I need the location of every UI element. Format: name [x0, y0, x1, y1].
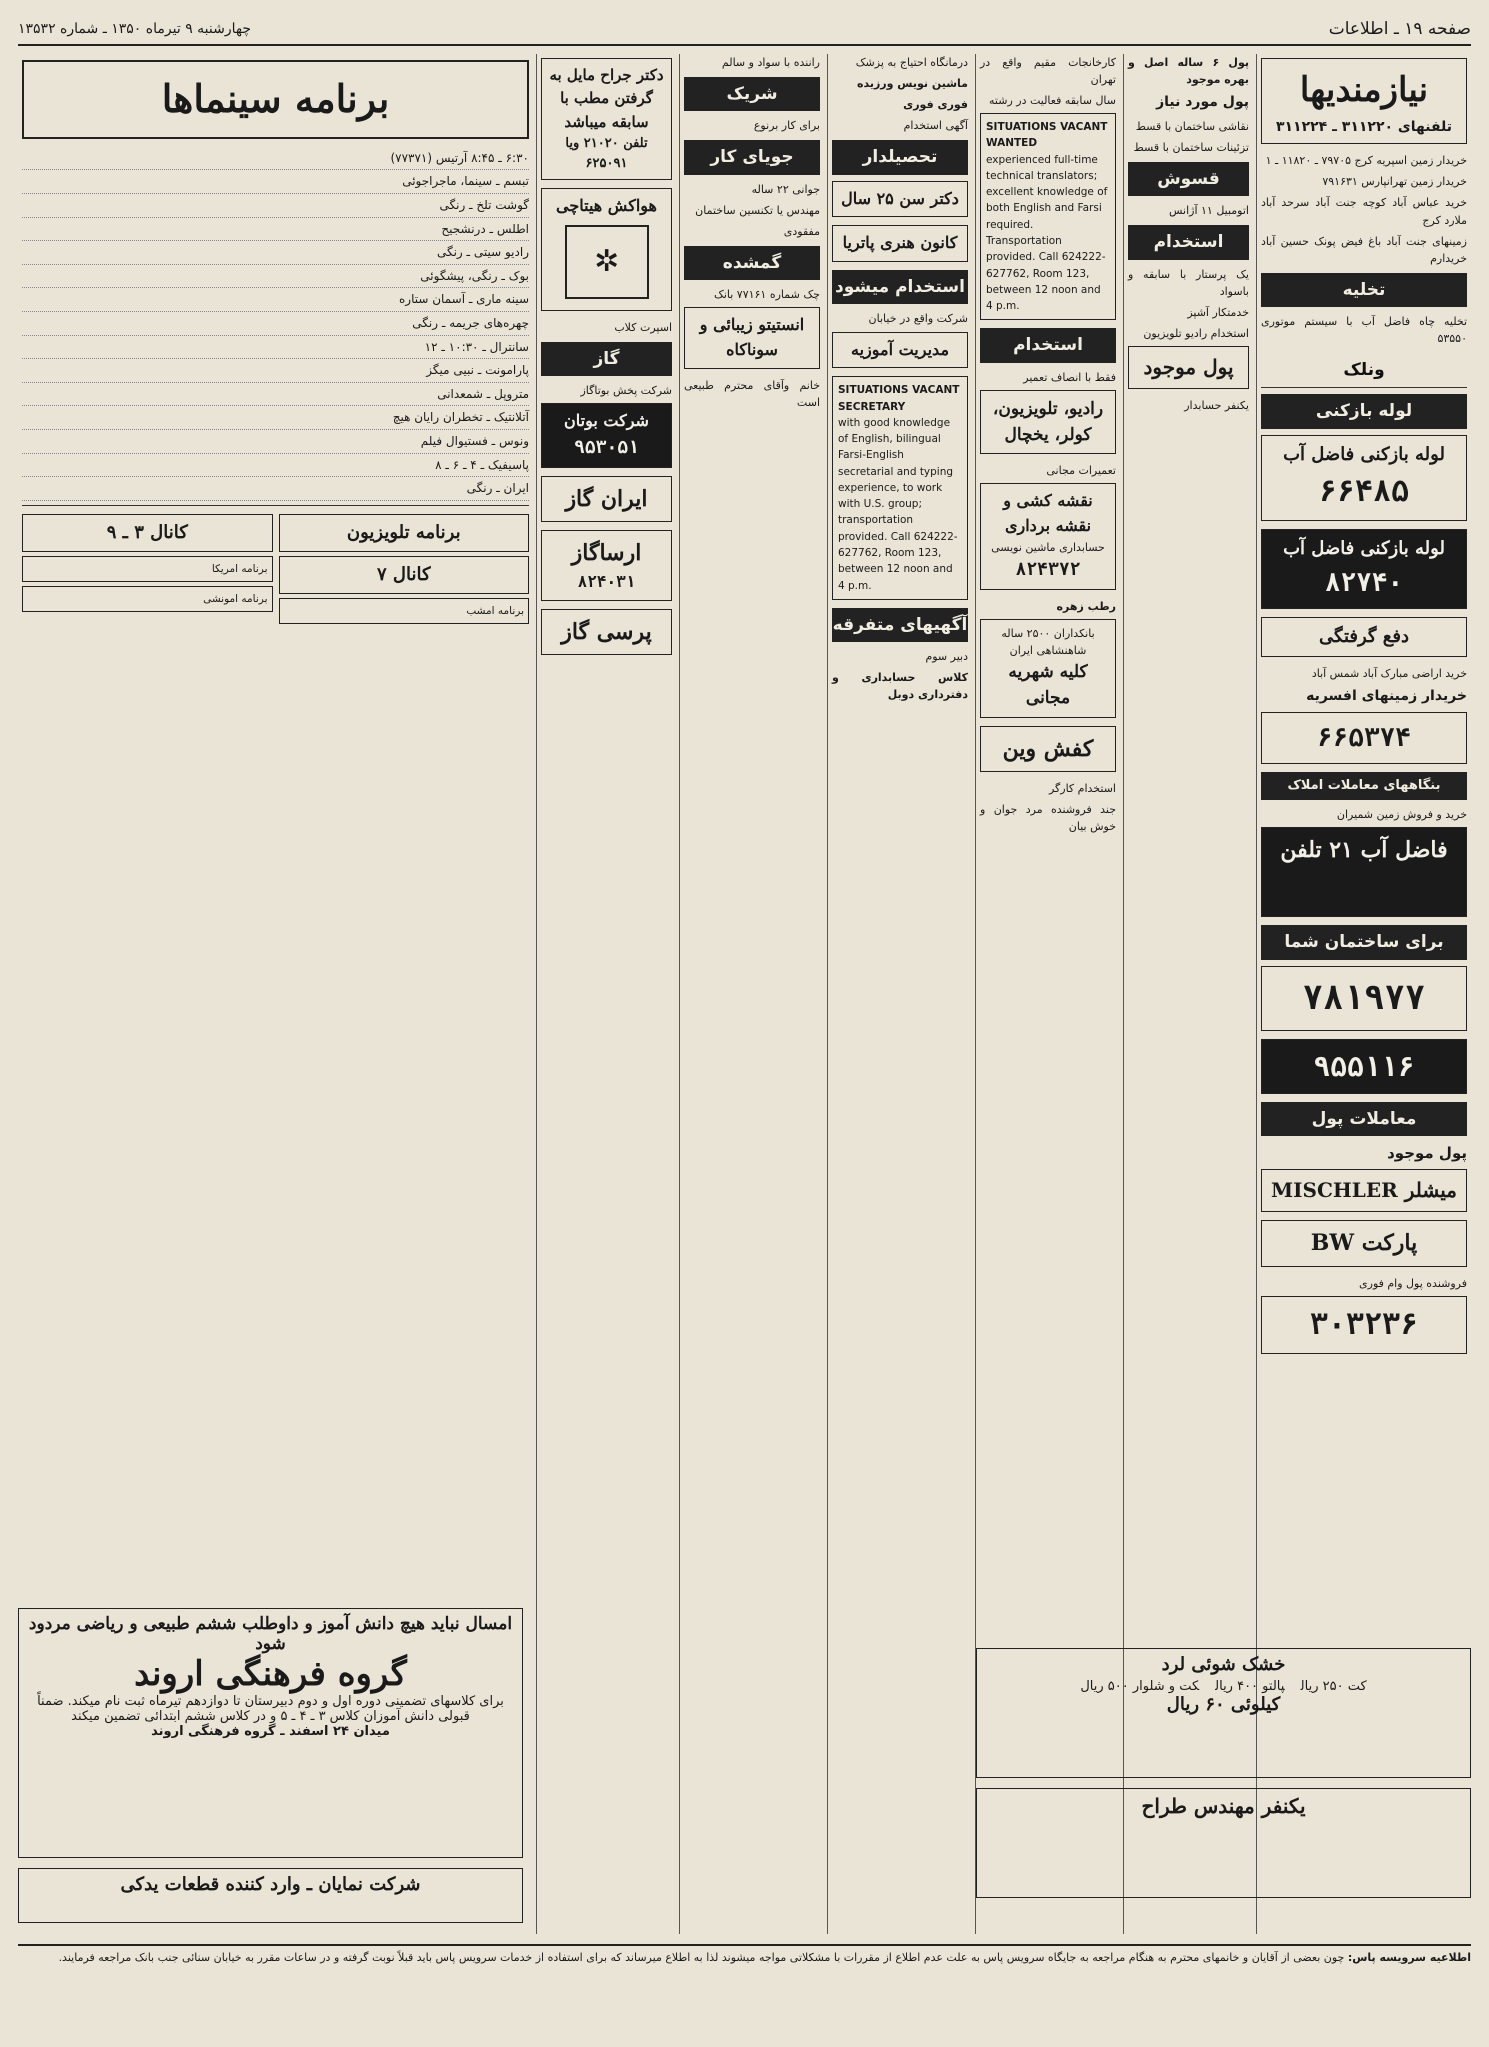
tv-schedule-heading: برنامه امونشی [22, 586, 273, 612]
cinema-listing: اطلس ـ درنشجیح [22, 218, 529, 242]
section-heading: جویای کار [684, 140, 820, 174]
pipe-ad-1 [1261, 435, 1467, 521]
ad-text: شرکت پخش بوتاگاز [580, 384, 672, 398]
ad-body: حسابداری ماشین نویسی [991, 541, 1105, 555]
english-ad-secretary [832, 376, 968, 599]
cinema-listing: پارامونت ـ نبیی میگز [22, 359, 529, 383]
tv-schedule-heading: برنامه امشب [279, 598, 530, 624]
cinema-listing: بوک ـ رنگی، پیشگوئی [22, 265, 529, 289]
ad-text: تزئینات ساختمان با قسط [1133, 140, 1249, 154]
tv-section [22, 510, 529, 628]
section-heading: ونلک [1261, 353, 1467, 388]
section-heading: شریک [684, 77, 820, 111]
cinema-listing: تبسم ـ سینما، ماجراجوئی [22, 170, 529, 194]
section-heading: برای ساختمان شما [1261, 925, 1467, 959]
ad-headline: پول موجود [1143, 354, 1234, 379]
ad-phone: ۳۰۳۲۳۶ [1309, 1306, 1419, 1342]
page-label: صفحه ۱۹ ـ اطلاعات [1328, 19, 1471, 39]
ad-body: برای کلاسهای تضمینی دوره اول و دوم دبیرستان تا دوازدهم تیرماه ثبت نام میکند. ضمناً قبولی دانش آموزان کلاس ۳ ـ ۴ ـ ۵ و در کلاس ششم ابتدائی تضمین میکند [37, 1694, 504, 1724]
hitachi-fan-ad [541, 188, 672, 311]
ad-headline: دکتر سن ۲۵ سال [841, 188, 959, 208]
ad-text: سال سابقه فعالیت در رشته [989, 94, 1116, 108]
ad-text: درمانگاه احتیاج به پزشک [855, 56, 968, 69]
tv-column-left [22, 510, 273, 628]
columns-container [18, 54, 1471, 1934]
ad-text: چک شماره ۷۷۱۶۱ بانک [713, 288, 820, 302]
classifieds-title-box [1261, 58, 1467, 144]
ad-text: استخدام رادیو تلویزیون [1143, 326, 1249, 340]
ad-text: راننده با سواد و سالم [721, 56, 820, 69]
ad-headline: امسال نباید هیچ دانش آموز و داوطلب ششم طبیعی و ریاضی مردود شود [28, 1614, 513, 1654]
ad-phone: ۶۶۴۸۵ [1318, 473, 1410, 509]
footer-notice [18, 1944, 1471, 1967]
ad-price: کیلوئی ۶۰ ریال [1166, 1694, 1281, 1715]
ad-headline: فاضل آب ۲۱ تلفن [1280, 837, 1448, 864]
fan-icon: ✲ [565, 225, 649, 299]
section-heading: استخدام [980, 328, 1116, 362]
doctor-ad [832, 181, 968, 218]
cinema-listing: پاسیفیک ـ ۴ ـ ۶ ـ ۸ [22, 454, 529, 478]
section-heading: بنگاههای معاملات املاک [1261, 772, 1467, 800]
ad-text: زمینهای جنت آباد باغ فیض پونک حسین آباد خریدارم [1261, 234, 1467, 265]
building-ad [1261, 966, 1467, 1031]
ad-headline: کفش وین [1002, 735, 1094, 762]
ad-text: پول ۶ ساله اصل و بهره موجود [1128, 56, 1249, 87]
cinema-listing: چهره‌های جریمه ـ رنگی [22, 312, 529, 336]
price-item: کت ۲۵۰ ریال [1300, 1679, 1367, 1694]
ad-brand: گروه فرهنگی اروند [134, 1654, 407, 1694]
nemayan-ad [18, 1868, 523, 1923]
tv-channel: کانال ۳ ـ ۹ [22, 514, 273, 552]
ad-headline: هواکش هیتاچی [556, 196, 657, 216]
cinema-listing: رادیو سیتی ـ رنگی [22, 241, 529, 265]
cinema-listing: ونوس ـ فستیوال فیلم [22, 430, 529, 454]
english-ad [980, 113, 1116, 320]
ad-headline: رادیو، تلویزیون، کولر، یخچال [992, 398, 1104, 446]
ad-text: خدمتکار آشپز [1187, 305, 1249, 319]
ad-text: جند فروشنده مرد جوان و خوش بیان [980, 802, 1116, 833]
cinema-title: برنامه سینماها [22, 60, 529, 139]
section-heading: قسوش [1128, 162, 1249, 196]
section-heading: استخدام [1128, 225, 1249, 259]
ad-headline: شرکت بوتان [564, 411, 649, 431]
pipe-ad-4 [1261, 1039, 1467, 1094]
ad-headline: لوله بازکنی فاضل آب [1283, 443, 1445, 465]
cinema-listing: سانترال ـ ۱۰:۳۰ ـ ۱۲ [22, 336, 529, 360]
cinema-listing: متروپل ـ شمعدانی [22, 383, 529, 407]
section-heading: تحصیلدار [832, 140, 968, 174]
persigas-ad [541, 609, 672, 655]
ad-headline: یکنفر مهندس طراح [1141, 1794, 1306, 1818]
cinema-listings [22, 147, 529, 501]
ad-headline: میشلر MISCHLER [1271, 1178, 1457, 1203]
ad-text: پول مورد نیاز [1156, 94, 1249, 111]
footer-label: اطلاعیه سرویسه پاس: [1347, 1951, 1471, 1964]
ad-phone: ۸۲۷۴۰ [1324, 568, 1404, 599]
section-heading: تخلیه [1261, 273, 1467, 307]
art-center-ad [832, 225, 968, 262]
ad-headline: دفع گرفتگی [1319, 626, 1409, 648]
ad-phone: تلفن ۲۱۰۲۰ ویا ۶۲۵۰۹۱ [565, 135, 648, 171]
ad-headline: شرکت نمایان ـ وارد کننده قطعات یدکی [120, 1874, 421, 1895]
dry-cleaning-ad [976, 1648, 1471, 1778]
ad-headline: SITUATIONS VACANT SECRETARY [838, 384, 960, 413]
ad-text: برای کار برنوع [753, 119, 820, 133]
surgeon-ad [541, 58, 672, 180]
bottom-ads [18, 1164, 1471, 1924]
ad-text: پول موجود [1387, 1144, 1467, 1163]
butane-ad [541, 403, 672, 468]
ad-text: دبیر سوم [925, 650, 968, 664]
ad-headline: لوله بازکنی فاضل آب [1283, 538, 1445, 560]
ad-headline: ایران گاز [565, 485, 648, 512]
ad-text: یک پرستار با سابقه و باسواد [1128, 267, 1249, 298]
ad-headline: خشک شوئی لرد [1161, 1654, 1286, 1675]
pipe-ad-2 [1261, 529, 1467, 609]
ad-text: کارخانجات مقیم واقع در تهران [980, 56, 1116, 87]
radio-tv-ad [980, 390, 1116, 455]
ad-address: میدان ۲۴ اسفند ـ گروه فرهنگی اروند [151, 1724, 390, 1739]
tv-schedule-heading: برنامه امریکا [22, 556, 273, 582]
section-heading: آگهیهای متفرقه [832, 608, 968, 642]
ad-headline: کانون هنری پاتریا [842, 233, 958, 253]
arvand-ad [18, 1608, 523, 1858]
classifieds-phones: تلفنهای ۳۱۱۲۲۰ ـ ۳۱۱۲۲۴ [1275, 118, 1453, 135]
ad-text: ماشین نویس ورزیده [857, 77, 968, 91]
tv-channel: کانال ۷ [279, 556, 530, 594]
page-header [18, 14, 1471, 46]
ad-text: خرید و فروش زمین شمیران [1336, 808, 1467, 822]
ad-headline: مدیریت آموزیه [850, 339, 950, 359]
engineer-ad [976, 1788, 1471, 1898]
ad-body: بانکداران ۲۵۰۰ ساله شاهنشاهی ایران [1001, 627, 1095, 658]
ad-text: خرید عباس آباد کوچه جنت آباد سرحد آباد ملارد کرج [1261, 196, 1467, 227]
tv-title: برنامه تلویزیون [279, 514, 530, 552]
ad-headline: دکتر جراح مایل به گرفتن مطب با سابقه میباشد [549, 66, 664, 131]
ad-text: تخلیه چاه فاضل آب با سیستم موتوری ۵۳۵۵۰ [1261, 315, 1467, 346]
ad-text: خرید اراضی مبارک آباد شمس آباد [1311, 667, 1467, 681]
drafting-ad [980, 483, 1116, 590]
section-heading: لوله بازکنی [1261, 394, 1467, 428]
cinema-listing: ایران ـ رنگی [22, 477, 529, 501]
arsagas-ad [541, 530, 672, 601]
section-heading: استخدام میشود [832, 270, 968, 304]
ad-text: خانم وآقای محترم طبیعی است [684, 378, 820, 409]
ad-text: فروشنده پول وام فوری [1359, 1276, 1467, 1290]
ad-phone: ۹۵۵۱۱۶ [1313, 1049, 1415, 1083]
cinema-listing: آتلانتیک ـ تخطران رایان هیچ [22, 406, 529, 430]
ad-phone: ۷۸۱۹۷۷ [1302, 977, 1426, 1018]
ad-phone: ۹۵۳۰۵۱ [573, 437, 640, 459]
ad-text: شرکت واقع در خیابان [868, 312, 968, 326]
ad-headline: نقشه کشی و نقشه برداری [1003, 491, 1093, 536]
ad-body: experienced full-time technical translators; excellent knowledge of both English and Farsi required. Transportation provided. Call 624222-627762, Room 123, between 12 noon and 4 p.m. [986, 153, 1108, 313]
price-item: کت و شلوار ۵۰۰ ریال [1080, 1679, 1200, 1694]
ad-text: اسپرت کلاب [614, 320, 672, 334]
section-heading: گاز [541, 342, 672, 376]
ad-text: خریدار زمینهای افسریه [1306, 688, 1467, 705]
ad-text: خریدار زمین تهرانپارس ۷۹۱۶۳۱ [1322, 175, 1467, 189]
issue-date: چهارشنبه ۹ تیرماه ۱۳۵۰ ـ شماره ۱۳۵۳۲ [18, 21, 251, 37]
ad-text: کلاس حسابداری و دفترداری دوبل [832, 671, 968, 702]
classifieds-title: نیازمندیها [1299, 70, 1429, 110]
tv-column-right [279, 510, 530, 628]
footer-text: چون بعضی از آقایان و خانمهای محترم به هنگام مراجعه به جایگاه سرویس پاس به علت عدم اطلاع از مقررات با مشکلاتی مواجه میشوند لذا به اطلاع میرساند که برای استفاده از خدمات سرویس پاس باید قبلاً نوبت گرفته و در ساعات مقرر به خیابان سنائی جنب بانک مراجعه فرمایند. [58, 1951, 1345, 1964]
ad-text: استخدام کارگر [1048, 781, 1116, 795]
unclog-ad [1261, 617, 1467, 657]
section-heading: گمشده [684, 246, 820, 280]
ad-phone: ۸۲۴۰۳۱ [577, 572, 636, 592]
ad-text: اتومبیل ۱۱ آژانس [1168, 204, 1249, 218]
ad-text: رطب زهره [1056, 599, 1116, 613]
ad-text: مهندس یا تکنسین ساختمان [695, 203, 820, 217]
shoe-factory-ad [980, 726, 1116, 772]
ad-text: نقاشی ساختمان با قسط [1135, 119, 1249, 133]
pipe-ad-3 [1261, 712, 1467, 764]
ad-text: فوری فوری [903, 98, 968, 112]
ad-phone: ۶۶۵۳۷۴ [1317, 722, 1411, 753]
price-item: پالتو ۴۰۰ ریال [1215, 1679, 1285, 1694]
cinema-listing: ۶:۳۰ ـ ۸:۴۵ آرتیس (۷۷۳۷۱) [22, 147, 529, 171]
ad-phone: ۸۲۴۳۷۲ [1015, 559, 1081, 581]
price-list [982, 1675, 1465, 1694]
ad-headline: پرسی گاز [561, 618, 652, 645]
ad-headline: پارکت BW [1310, 1230, 1418, 1257]
ad-text: یکنفر حسابدار [1184, 398, 1249, 412]
cinema-listing: سینه ماری ـ آسمان ستاره [22, 288, 529, 312]
ad-text: خریدار زمین اسپریه کرج ۷۹۷۰۵ ـ ۱۱۸۲۰ ـ ۱ [1265, 154, 1467, 168]
ad-text: آگهی استخدام [903, 119, 968, 133]
bankers-ad [980, 619, 1116, 718]
ad-text: مفقودی [783, 224, 820, 238]
management-ad [832, 332, 968, 369]
ad-body: with good knowledge of English, bilingual Farsi-English secretarial and typing experience, to work with U.S. group; transportation provided. Call 624222-627762, Room 123, between 12 noon and 4 p.m. [838, 416, 958, 592]
ad-text: تعمیرات مجانی [1046, 464, 1116, 478]
newspaper-page [18, 14, 1471, 2034]
ad-text: فقط با انصاف تعمیر [1023, 370, 1116, 384]
ad-headline: ارساگاز [571, 540, 642, 567]
ad-headline: کلیه شهریه مجانی [1008, 662, 1088, 709]
section-heading: معاملات پول [1261, 1102, 1467, 1136]
drain-ad [1261, 827, 1467, 917]
cinema-listing: گوشت تلخ ـ رنگی [22, 194, 529, 218]
ad-headline: انستیتو زیبائی و سوناکاه [699, 315, 805, 360]
irangas-ad [541, 476, 672, 522]
ad-text: جوانی ۲۲ ساله [751, 182, 820, 196]
money-ad [1128, 346, 1249, 389]
beauty-institute-ad [684, 307, 820, 369]
ad-headline: SITUATIONS VACANT WANTED [986, 121, 1108, 150]
